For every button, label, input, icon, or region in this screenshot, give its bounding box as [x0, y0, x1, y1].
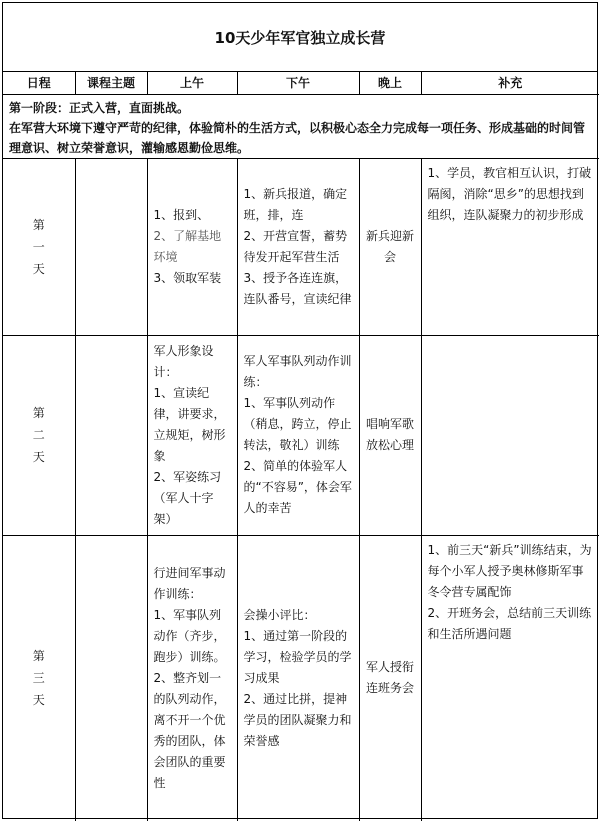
header-theme: 课程主题 — [75, 72, 147, 94]
header-morning: 上午 — [147, 72, 237, 94]
afternoon-cell: 会操小评比： 1、通过第一阶段的学习，检验学员的学习成果 2、通过比拼，提神学员的团队凝聚力和荣誉感 — [237, 535, 359, 821]
day-cell: 第 二 天 — [3, 335, 75, 535]
morning-cell: 行进间军事动作训练： 1、军事队列动作（齐步，跑步）训练。 2、整齐划一的队列动作，离不开一个优秀的团队，体会团队的重要性 — [147, 535, 237, 821]
header-schedule: 日程 — [3, 72, 75, 94]
evening-cell: 唱响军歌放松心理 — [359, 335, 421, 535]
theme-cell — [75, 335, 147, 535]
schedule-table — [3, 159, 599, 821]
day-cell: 第 三 天 — [3, 535, 75, 821]
notes-cell: 1、前三天“新兵”训练结束，为每个小军人授予奥林修斯军事冬令营专属配饰 2、开班务会，总结前三天训练和生活所遇问题 — [421, 535, 599, 821]
theme-cell — [75, 535, 147, 821]
header-evening: 晚上 — [359, 72, 421, 94]
header-afternoon: 下午 — [237, 72, 359, 94]
evening-cell: 新兵迎新会 — [359, 159, 421, 335]
theme-cell — [75, 159, 147, 335]
morning-cell: 军人形象设计： 1、宣读纪律，讲要求，立规矩，树形象 2、军姿练习（军人十字架） — [147, 335, 237, 535]
notes-cell: 1、学员，教官相互认识，打破隔阂，消除“思乡”的思想找到组织，连队凝聚力的初步形成 — [421, 159, 599, 335]
morning-cell: 1、报到、 2、了解基地环境 3、领取军装 — [147, 159, 237, 335]
phase-text: 在军营大环境下遵守严苛的纪律，体验简朴的生活方式，以积极心态全力完成每一项任务、形成基础的时间管理意识、树立荣誉意识，灌输感恩勤俭思维。 — [9, 121, 586, 155]
table-row — [3, 535, 599, 821]
schedule-sheet — [2, 2, 598, 819]
header-row — [3, 72, 599, 95]
afternoon-cell: 1、新兵报道，确定班，排，连 2、开营宣誓，蓄势待发开起军营生活 3、授予各连连旗，连队番号，宣读纪律 — [237, 159, 359, 335]
table-row — [3, 335, 599, 535]
afternoon-cell: 军人军事队列动作训练： 1、军事队列动作（稍息，跨立，停止转法，敬礼）训练 2、简单的体验军人的“不容易”，体会军人的幸苦 — [237, 335, 359, 535]
notes-cell — [421, 335, 599, 535]
phase-heading: 第一阶段：正式入营，直面挑战。 — [9, 101, 190, 115]
day-cell: 第 一 天 — [3, 159, 75, 335]
header-notes: 补充 — [421, 72, 599, 94]
evening-cell: 军人授衔连班务会 — [359, 535, 421, 821]
page-title: 10天少年军官独立成长营 — [3, 3, 597, 72]
table-row — [3, 159, 599, 335]
phase-description — [3, 94, 599, 159]
